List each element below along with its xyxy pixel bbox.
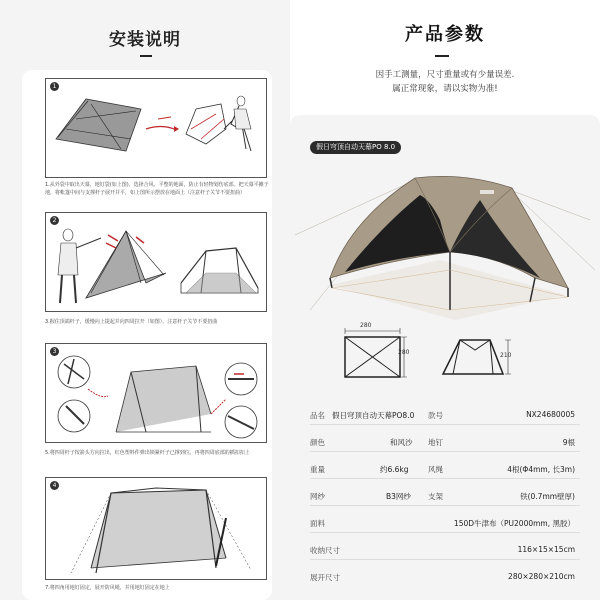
step-3-illustration	[45, 343, 267, 443]
spec-row	[310, 511, 580, 533]
spec-row	[310, 403, 580, 425]
spec-value: 116×15×15cm	[517, 545, 575, 554]
dim-height-label: 210	[500, 352, 512, 359]
spec-label: 网纱	[310, 492, 325, 501]
spec-row	[310, 457, 580, 479]
specs-panel	[290, 0, 600, 600]
spec-label: 款号	[428, 411, 443, 420]
step-2-drawing	[46, 213, 266, 311]
step-4-illustration	[45, 477, 267, 580]
step-number: 4	[50, 481, 59, 490]
spec-value: 铁(0.7mm壁厚)	[520, 492, 575, 501]
spec-row	[310, 430, 580, 452]
title-underline	[140, 55, 152, 57]
spec-value: 9根	[562, 438, 575, 447]
step-3-text: 5.将四周杆子按箭头方向拉出，红色塑料件弹出锁紧杆子已撑到位，再将四周底部的插扣扣上	[45, 450, 250, 456]
product-label-badge: 假日穹顶自动天幕PO 8.0	[310, 141, 401, 154]
spec-value: 和风沙	[390, 438, 413, 447]
spec-value: 280×280×210cm	[508, 572, 575, 581]
spec-label: 支架	[428, 492, 443, 501]
step-number: 3	[50, 347, 59, 356]
installation-title: 安装说明	[109, 30, 181, 50]
spec-label: 面料	[310, 519, 325, 528]
spec-row	[310, 565, 580, 587]
spec-value: 150D牛津布（PU2000mm, 黑胶）	[453, 519, 575, 528]
spec-label: 重量	[310, 465, 325, 474]
spec-label: 地钉	[428, 438, 443, 447]
notice-line-2: 属正常现象，请以实物为准!	[392, 84, 498, 94]
spec-label: 展开尺寸	[310, 573, 340, 582]
spec-value: NX24680005	[526, 410, 575, 419]
spec-row	[310, 538, 580, 560]
step-4-drawing	[46, 478, 266, 579]
step-2-text: 3.握住顶端杆子，缓慢向上提起并向四周拉开（如图），注意杆子关节不要扭曲	[45, 319, 218, 325]
step-1-drawing	[46, 79, 266, 177]
step-4-text: 7.将四角用地钉固定，展开防风绳，并用地钉固定在地上	[45, 585, 170, 591]
spec-value: 约6.6kg	[380, 465, 409, 474]
spec-label: 颜色	[310, 438, 325, 447]
spec-label: 收纳尺寸	[310, 546, 340, 555]
spec-label: 风绳	[428, 465, 443, 474]
step-number: 2	[50, 216, 59, 225]
step-1-text: 1.从外袋中取出天幕，地钉袋(如上图)，选择合风、平整的地面，防止有轻物划伤底部。把天幕平摊于地，将帐篷中间与支撑杆子展开并平，如上图所示摆放在地面上（注意杆子关节不要扭曲）	[45, 182, 269, 196]
spec-label: 品名	[310, 411, 325, 420]
step-number: 1	[50, 82, 59, 91]
step-1-illustration	[45, 78, 267, 178]
step-2-illustration	[45, 212, 267, 312]
spec-value: 4根(Φ4mm, 长3m)	[507, 465, 575, 474]
specs-title: 产品参数	[405, 24, 485, 45]
step-3-drawing	[46, 344, 266, 442]
installation-panel	[0, 0, 290, 600]
dim-width-label: 280	[360, 322, 372, 329]
notice-line-1: 因手工测量，尺寸重量或有少量误差.	[375, 70, 515, 80]
spec-value: B3网纱	[386, 492, 411, 501]
title-underline	[435, 55, 449, 57]
dim-depth-label: 280	[398, 349, 410, 356]
tent-product-image	[290, 160, 600, 320]
spec-row	[310, 484, 580, 506]
spec-value: 假日穹顶自动天幕PO8.0	[332, 411, 415, 420]
